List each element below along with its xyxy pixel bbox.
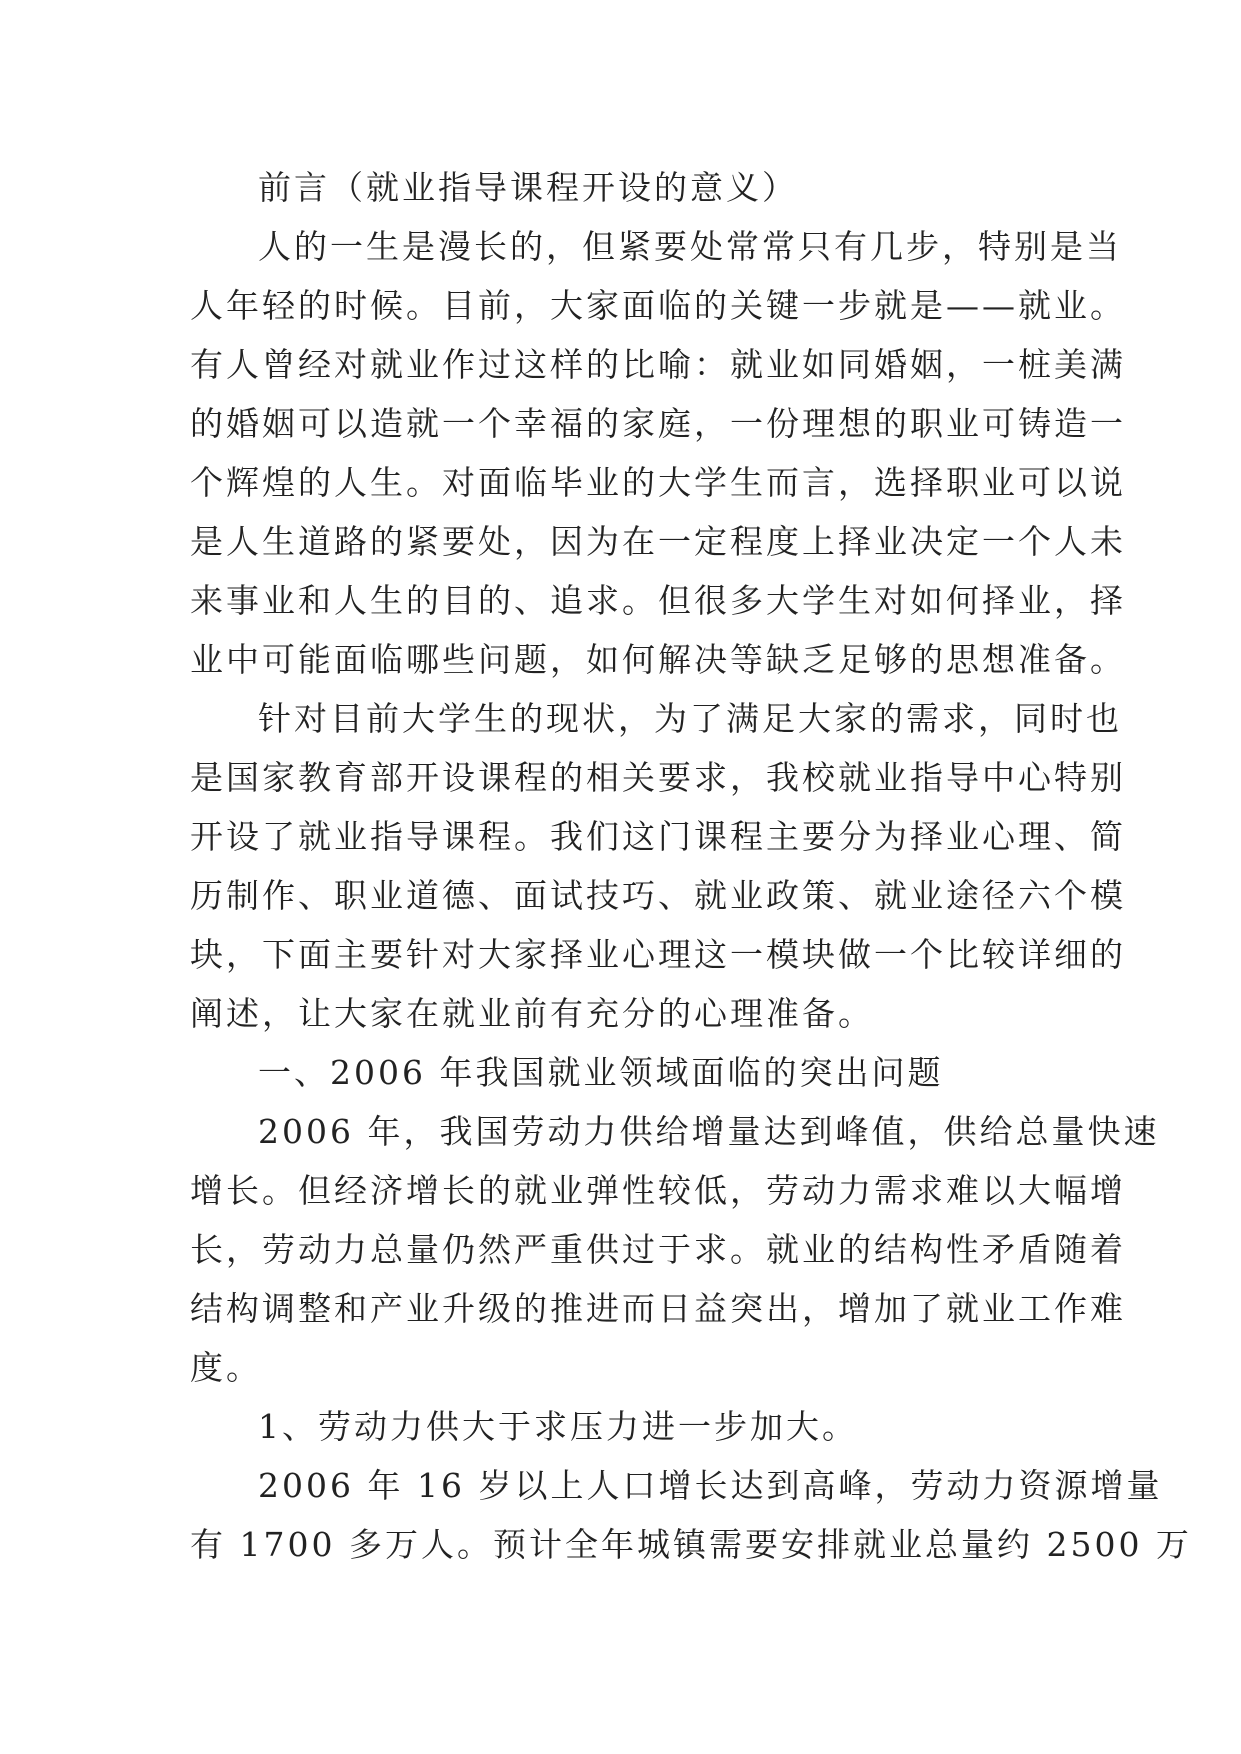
text-line: 历制作、职业道德、面试技巧、就业政策、就业途径六个模 bbox=[190, 876, 1126, 915]
text-line: 前言（就业指导课程开设的意义） bbox=[258, 168, 798, 207]
text-line: 有 1700 多万人。预计全年城镇需要安排就业总量约 2500 万 bbox=[190, 1525, 1192, 1564]
text-line: 人的一生是漫长的，但紧要处常常只有几步，特别是当 bbox=[258, 227, 1122, 266]
text-line: 1、劳动力供大于求压力进一步加大。 bbox=[258, 1407, 858, 1446]
text-line: 开设了就业指导课程。我们这门课程主要分为择业心理、简 bbox=[190, 817, 1126, 856]
text-line: 业中可能面临哪些问题，如何解决等缺乏足够的思想准备。 bbox=[190, 640, 1126, 679]
text-line: 是人生道路的紧要处，因为在一定程度上择业决定一个人未 bbox=[190, 522, 1126, 561]
text-line: 个辉煌的人生。对面临毕业的大学生而言，选择职业可以说 bbox=[190, 463, 1126, 502]
text-line: 人年轻的时候。目前，大家面临的关键一步就是——就业。 bbox=[190, 286, 1126, 325]
text-line: 是国家教育部开设课程的相关要求，我校就业指导中心特别 bbox=[190, 758, 1126, 797]
para-2006 bbox=[190, 1102, 1160, 1397]
text-line: 增长。但经济增长的就业弹性较低，劳动力需求难以大幅增 bbox=[190, 1171, 1126, 1210]
para-course bbox=[190, 689, 1126, 1043]
para-intro bbox=[190, 217, 1126, 689]
para-population bbox=[190, 1456, 1192, 1574]
text-line: 来事业和人生的目的、追求。但很多大学生对如何择业，择 bbox=[190, 581, 1126, 620]
heading-section-1 bbox=[190, 1043, 1062, 1102]
text-line: 针对目前大学生的现状，为了满足大家的需求，同时也 bbox=[258, 699, 1122, 738]
text-line: 长，劳动力总量仍然严重供过于求。就业的结构性矛盾随着 bbox=[190, 1230, 1126, 1269]
text-line: 度。 bbox=[190, 1348, 262, 1387]
text-line: 阐述，让大家在就业前有充分的心理准备。 bbox=[190, 994, 874, 1033]
text-line: 2006 年 16 岁以上人口增长达到高峰，劳动力资源增量 bbox=[258, 1466, 1163, 1505]
text-line: 2006 年，我国劳动力供给增量达到峰值，供给总量快速 bbox=[258, 1112, 1160, 1151]
heading-subsection-1 bbox=[190, 1397, 1062, 1456]
text-line: 的婚姻可以造就一个幸福的家庭，一份理想的职业可铸造一 bbox=[190, 404, 1126, 443]
document-body bbox=[190, 158, 1192, 1574]
text-line: 块，下面主要针对大家择业心理这一模块做一个比较详细的 bbox=[190, 935, 1126, 974]
text-line: 结构调整和产业升级的推进而日益突出，增加了就业工作难 bbox=[190, 1289, 1126, 1328]
text-line: 有人曾经对就业作过这样的比喻：就业如同婚姻，一桩美满 bbox=[190, 345, 1126, 384]
heading-preface bbox=[190, 158, 1062, 217]
text-line: 一、2006 年我国就业领域面临的突出问题 bbox=[258, 1053, 944, 1092]
